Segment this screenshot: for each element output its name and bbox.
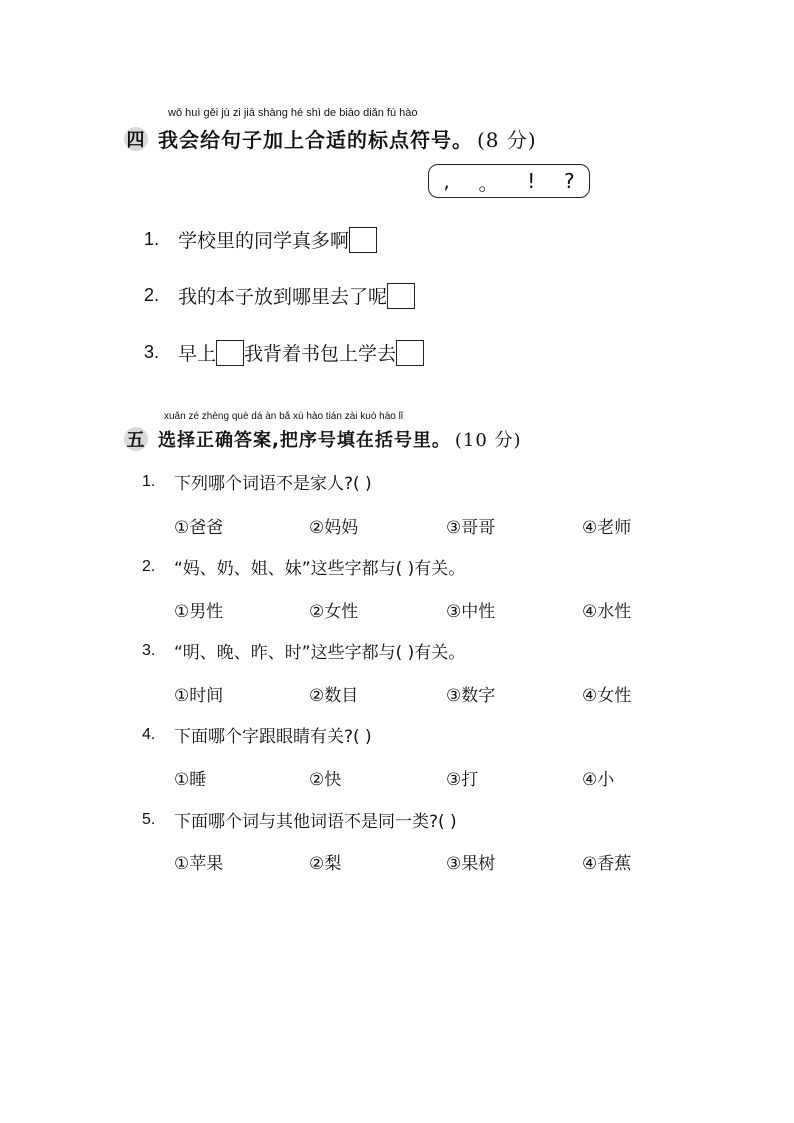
- option: ③打: [446, 770, 479, 790]
- s4-item-3: [144, 339, 424, 366]
- answer-box[interactable]: [216, 340, 244, 366]
- section4-pinyin: wǒ huì gěi jù zi jiā shàng hé shì de biāo diǎn fú hào: [168, 107, 418, 119]
- option: ①爸爸: [174, 518, 224, 538]
- punct-option: ,: [443, 169, 450, 193]
- question-text[interactable]: 下面哪个词与其他词语不是同一类?( ): [174, 812, 457, 832]
- option: ①男性: [174, 602, 224, 622]
- option: ①睡: [174, 770, 207, 790]
- punct-option: 。: [478, 170, 499, 195]
- question-number: 1.: [142, 472, 156, 490]
- section4-heading: [124, 124, 537, 153]
- option: ④女性: [582, 686, 632, 706]
- punct-option: !: [527, 169, 536, 193]
- s5-question-1: [142, 469, 372, 494]
- option: ①时间: [174, 686, 224, 706]
- section4-score: (8 分): [477, 128, 537, 152]
- option: ②女性: [309, 602, 359, 622]
- section5-title: 选择正确答案,把序号填在括号里。: [158, 430, 451, 451]
- s5-question-3: [142, 638, 465, 663]
- item-number: 3.: [144, 342, 160, 362]
- option: ④水性: [582, 602, 632, 622]
- answer-box[interactable]: [387, 283, 415, 309]
- section4-badge: 四: [124, 127, 148, 151]
- option: ①苹果: [174, 854, 224, 874]
- s4-item-2: [144, 282, 415, 309]
- answer-box[interactable]: [349, 227, 377, 253]
- item-text: 我的本子放到哪里去了呢: [178, 286, 388, 308]
- s5-question-5: [142, 807, 457, 832]
- option: ④香蕉: [582, 854, 632, 874]
- section4-title: 我会给句子加上合适的标点符号。: [158, 128, 473, 152]
- option: ②数目: [309, 686, 359, 706]
- option: ④老师: [582, 518, 632, 538]
- s4-item-1: [144, 226, 377, 253]
- section5-badge: 五: [124, 427, 148, 451]
- item-text: 我背着书包上学去: [244, 343, 397, 365]
- item-text: 学校里的同学真多啊: [178, 230, 350, 252]
- question-number: 2.: [142, 557, 156, 575]
- answer-box[interactable]: [396, 340, 424, 366]
- item-number: 1.: [144, 229, 160, 249]
- item-number: 2.: [144, 285, 160, 305]
- option: ②快: [309, 770, 342, 790]
- question-number: 4.: [142, 725, 156, 743]
- option: ③数字: [446, 686, 496, 706]
- section5-score: (10 分): [454, 430, 522, 451]
- item-text: 早上: [178, 343, 217, 365]
- question-text[interactable]: 下列哪个词语不是家人?( ): [174, 474, 372, 494]
- section5-pinyin: xuǎn zé zhèng què dá àn bǎ xù hào tián zài kuò hào lǐ: [164, 411, 404, 422]
- option: ②妈妈: [309, 518, 359, 538]
- option: ②梨: [309, 854, 342, 874]
- punctuation-options-box: [428, 164, 590, 198]
- option: ③哥哥: [446, 518, 496, 538]
- section5-heading: [124, 426, 522, 452]
- s5-question-4: [142, 722, 372, 747]
- question-number: 3.: [142, 641, 156, 659]
- punct-option: ?: [563, 169, 575, 193]
- question-text[interactable]: “妈、奶、姐、妹”这些字都与( )有关。: [174, 559, 466, 579]
- option: ③中性: [446, 602, 496, 622]
- question-text[interactable]: 下面哪个字跟眼睛有关?( ): [174, 727, 372, 747]
- s5-question-2: [142, 554, 465, 579]
- question-number: 5.: [142, 810, 156, 828]
- option: ③果树: [446, 854, 496, 874]
- option: ④小: [582, 770, 615, 790]
- question-text[interactable]: “明、晚、昨、时”这些字都与( )有关。: [174, 643, 466, 663]
